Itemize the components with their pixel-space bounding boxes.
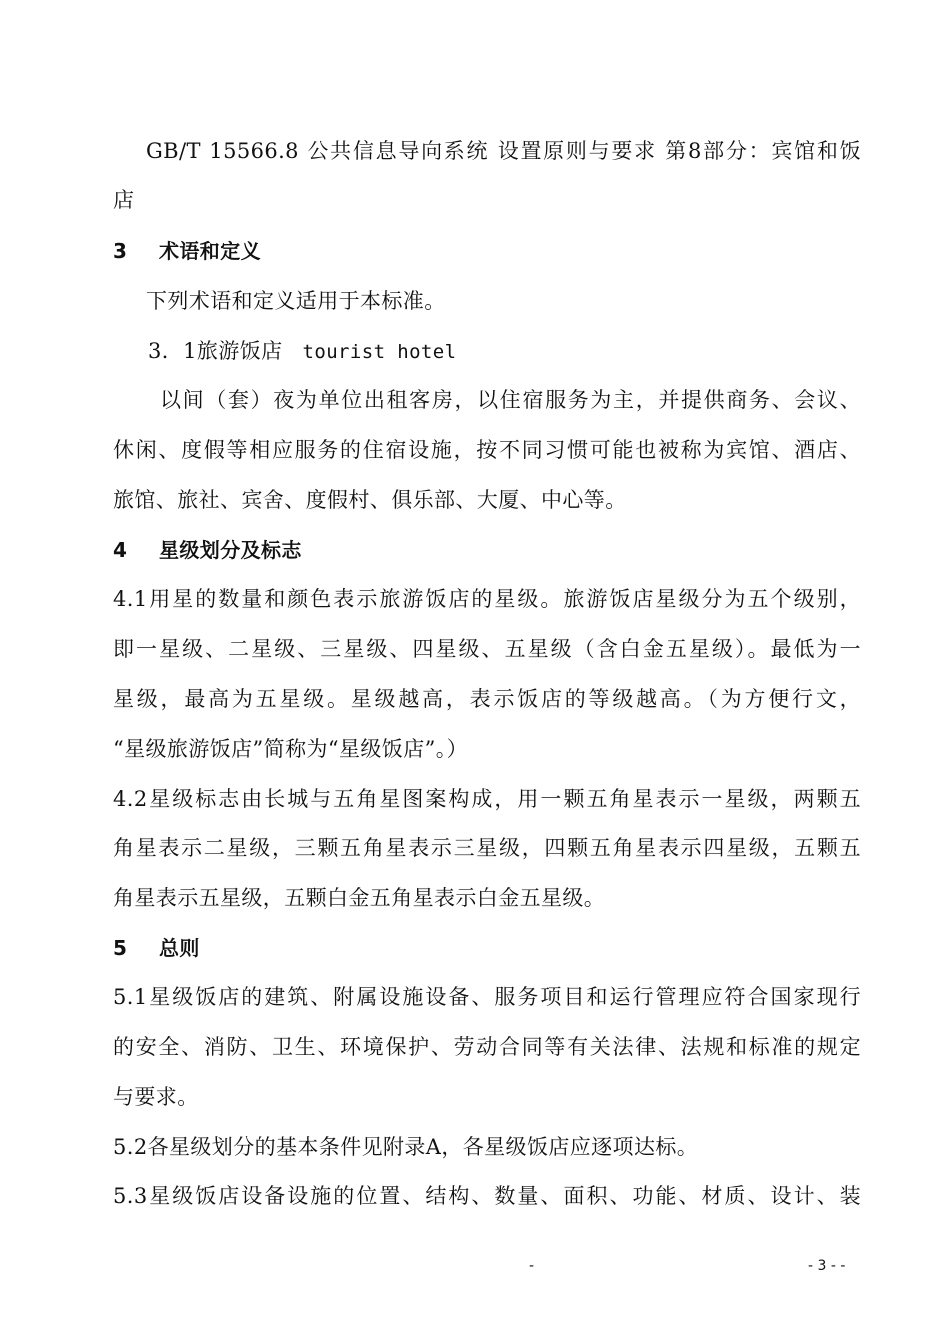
reference-line-1: GB/T 15566.8 公共信息导向系统 设置原则与要求 第8部分：宾馆和饭 bbox=[146, 139, 861, 163]
clause-4-2-line-1: 4.2星级标志由长城与五角星图案构成，用一颗五角星表示一星级，两颗五 bbox=[113, 787, 861, 811]
section-5-title: 总则 bbox=[159, 936, 200, 960]
section-5-heading bbox=[113, 933, 861, 963]
section-3-heading bbox=[113, 236, 861, 266]
section-4-title: 星级划分及标志 bbox=[159, 538, 302, 562]
clause-5-1-line-1: 5.1星级饭店的建筑、附属设施设备、服务项目和运行管理应符合国家现行 bbox=[113, 985, 861, 1009]
clause-5-3-line-1: 5.3星级饭店设备设施的位置、结构、数量、面积、功能、材质、设计、装 bbox=[113, 1184, 861, 1208]
section-4-number: 4 bbox=[113, 538, 128, 562]
footer-left-mark: - bbox=[529, 1258, 535, 1274]
clause-4-2-line-2: 角星表示二星级，三颗五角星表示三星级，四颗五角星表示四星级，五颗五 bbox=[113, 836, 861, 860]
section-3-1-english-term: tourist hotel bbox=[302, 341, 457, 363]
definition-line-1: 以间（套）夜为单位出租客房，以住宿服务为主，并提供商务、会议、 bbox=[160, 388, 861, 412]
definition-line-2: 休闲、度假等相应服务的住宿设施，按不同习惯可能也被称为宾馆、酒店、 bbox=[113, 438, 861, 462]
clause-4-2-line-3: 角星表示五星级，五颗白金五角星表示白金五星级。 bbox=[113, 886, 606, 910]
section-3-1-heading bbox=[148, 336, 861, 367]
section-3-1-number: 3．1 bbox=[148, 339, 197, 363]
clause-4-1-line-1: 4.1用星的数量和颜色表示旅游饭店的星级。旅游饭店星级分为五个级别， bbox=[113, 587, 861, 611]
page-number: - 3 - - bbox=[808, 1258, 846, 1274]
reference-line-2: 店 bbox=[113, 188, 135, 212]
clause-5-1-line-2: 的安全、消防、卫生、环境保护、劳动合同等有关法律、法规和标准的规定 bbox=[113, 1035, 861, 1059]
clause-4-1-line-3: 星级，最高为五星级。星级越高，表示饭店的等级越高。（为方便行文， bbox=[113, 687, 861, 711]
section-3-title: 术语和定义 bbox=[159, 239, 261, 263]
section-3-number: 3 bbox=[113, 239, 128, 263]
clause-5-2-line-1: 5.2各星级划分的基本条件见附录A，各星级饭店应逐项达标。 bbox=[113, 1135, 699, 1159]
section-3-1-title: 旅游饭店 bbox=[196, 339, 283, 363]
section-3-intro: 下列术语和定义适用于本标准。 bbox=[146, 289, 446, 313]
definition-line-3: 旅馆、旅社、宾舍、度假村、俱乐部、大厦、中心等。 bbox=[113, 488, 627, 512]
clause-4-1-line-2: 即一星级、二星级、三星级、四星级、五星级（含白金五星级）。最低为一 bbox=[113, 637, 861, 661]
clause-5-1-line-3: 与要求。 bbox=[113, 1085, 199, 1109]
clause-4-1-line-4: “星级旅游饭店”简称为“星级饭店”。） bbox=[113, 737, 469, 761]
section-5-number: 5 bbox=[113, 936, 128, 960]
section-4-heading bbox=[113, 535, 861, 565]
